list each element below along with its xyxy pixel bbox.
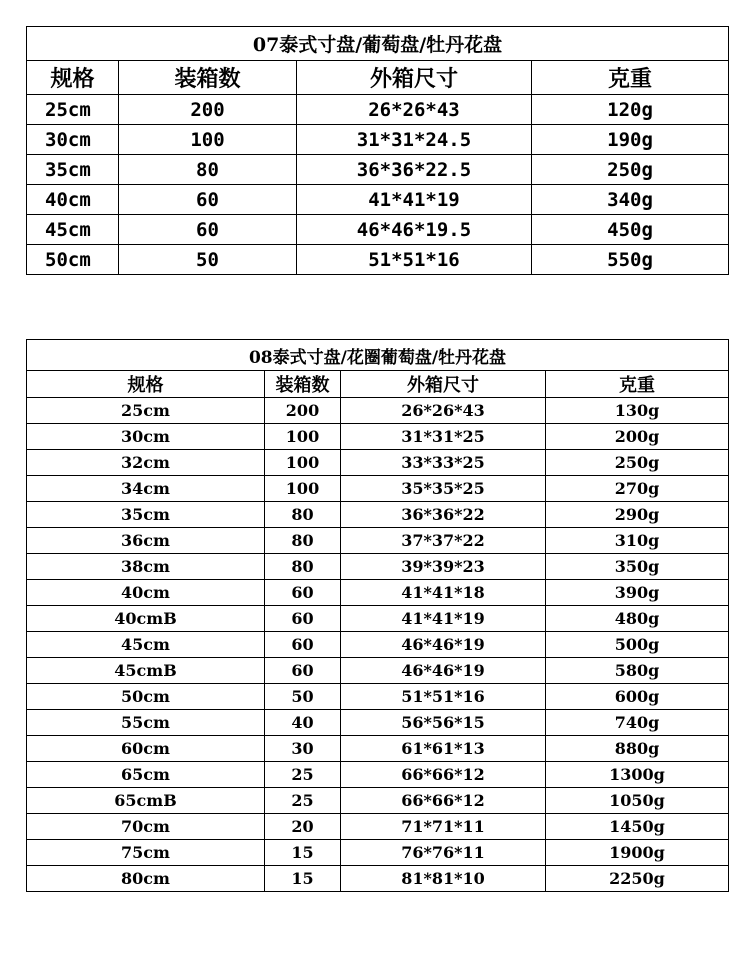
table-row <box>27 125 729 155</box>
cell-box-qty: 100 <box>265 450 341 476</box>
cell-carton-size: 26*26*43 <box>341 398 546 424</box>
cell-spec: 38cm <box>27 554 265 580</box>
header-spec: 规格 <box>27 371 265 398</box>
cell-box-qty: 25 <box>265 788 341 814</box>
cell-weight: 350g <box>546 554 729 580</box>
cell-box-qty: 15 <box>265 866 341 892</box>
cell-spec: 65cmB <box>27 788 265 814</box>
cell-box-qty: 80 <box>265 554 341 580</box>
cell-spec: 35cm <box>27 502 265 528</box>
cell-carton-size: 51*51*16 <box>297 245 532 275</box>
cell-box-qty: 80 <box>119 155 297 185</box>
table-row <box>27 424 729 450</box>
table-row <box>27 814 729 840</box>
cell-weight: 250g <box>532 155 729 185</box>
cell-weight: 500g <box>546 632 729 658</box>
cell-weight: 550g <box>532 245 729 275</box>
cell-spec: 50cm <box>27 245 119 275</box>
cell-spec: 36cm <box>27 528 265 554</box>
table-row <box>27 866 729 892</box>
header-carton-size: 外箱尺寸 <box>297 61 532 95</box>
cell-carton-size: 31*31*25 <box>341 424 546 450</box>
cell-weight: 880g <box>546 736 729 762</box>
cell-spec: 40cm <box>27 580 265 606</box>
table-row <box>27 580 729 606</box>
table-title: 08泰式寸盘/花圈葡萄盘/牡丹花盘 <box>27 340 729 371</box>
cell-box-qty: 60 <box>265 632 341 658</box>
cell-carton-size: 33*33*25 <box>341 450 546 476</box>
cell-spec: 40cm <box>27 185 119 215</box>
table-title: 07泰式寸盘/葡萄盘/牡丹花盘 <box>27 27 729 61</box>
cell-carton-size: 76*76*11 <box>341 840 546 866</box>
cell-weight: 270g <box>546 476 729 502</box>
cell-weight: 740g <box>546 710 729 736</box>
header-carton-size: 外箱尺寸 <box>341 371 546 398</box>
cell-box-qty: 100 <box>265 476 341 502</box>
cell-spec: 55cm <box>27 710 265 736</box>
cell-weight: 2250g <box>546 866 729 892</box>
cell-spec: 45cmB <box>27 658 265 684</box>
cell-box-qty: 60 <box>265 658 341 684</box>
spec-table-07 <box>26 26 729 275</box>
cell-box-qty: 15 <box>265 840 341 866</box>
table-row <box>27 554 729 580</box>
cell-weight: 480g <box>546 606 729 632</box>
cell-spec: 70cm <box>27 814 265 840</box>
cell-box-qty: 60 <box>119 185 297 215</box>
cell-weight: 450g <box>532 215 729 245</box>
header-box-qty: 装箱数 <box>265 371 341 398</box>
cell-spec: 30cm <box>27 424 265 450</box>
header-spec: 规格 <box>27 61 119 95</box>
cell-carton-size: 36*36*22 <box>341 502 546 528</box>
table-row <box>27 528 729 554</box>
cell-box-qty: 60 <box>119 215 297 245</box>
cell-box-qty: 50 <box>119 245 297 275</box>
cell-weight: 310g <box>546 528 729 554</box>
cell-box-qty: 50 <box>265 684 341 710</box>
cell-carton-size: 37*37*22 <box>341 528 546 554</box>
cell-spec: 45cm <box>27 215 119 245</box>
cell-weight: 190g <box>532 125 729 155</box>
cell-weight: 1450g <box>546 814 729 840</box>
cell-weight: 600g <box>546 684 729 710</box>
cell-spec: 40cmB <box>27 606 265 632</box>
cell-carton-size: 61*61*13 <box>341 736 546 762</box>
cell-spec: 80cm <box>27 866 265 892</box>
cell-box-qty: 25 <box>265 762 341 788</box>
cell-box-qty: 100 <box>265 424 341 450</box>
cell-carton-size: 41*41*18 <box>341 580 546 606</box>
cell-weight: 390g <box>546 580 729 606</box>
cell-carton-size: 46*46*19 <box>341 658 546 684</box>
cell-carton-size: 39*39*23 <box>341 554 546 580</box>
cell-box-qty: 30 <box>265 736 341 762</box>
cell-spec: 25cm <box>27 398 265 424</box>
table-row <box>27 502 729 528</box>
cell-carton-size: 81*81*10 <box>341 866 546 892</box>
cell-spec: 35cm <box>27 155 119 185</box>
table-row <box>27 658 729 684</box>
cell-spec: 50cm <box>27 684 265 710</box>
cell-carton-size: 71*71*11 <box>341 814 546 840</box>
cell-spec: 30cm <box>27 125 119 155</box>
cell-spec: 45cm <box>27 632 265 658</box>
cell-spec: 32cm <box>27 450 265 476</box>
table-row <box>27 476 729 502</box>
table-row <box>27 450 729 476</box>
header-row <box>27 371 729 398</box>
cell-spec: 60cm <box>27 736 265 762</box>
table-row <box>27 762 729 788</box>
cell-spec: 25cm <box>27 95 119 125</box>
cell-box-qty: 200 <box>119 95 297 125</box>
cell-carton-size: 46*46*19 <box>341 632 546 658</box>
cell-carton-size: 41*41*19 <box>297 185 532 215</box>
cell-box-qty: 60 <box>265 606 341 632</box>
cell-weight: 120g <box>532 95 729 125</box>
cell-box-qty: 60 <box>265 580 341 606</box>
cell-weight: 1300g <box>546 762 729 788</box>
cell-carton-size: 36*36*22.5 <box>297 155 532 185</box>
header-row <box>27 61 729 95</box>
cell-carton-size: 66*66*12 <box>341 762 546 788</box>
spec-table-08 <box>26 339 729 892</box>
table-row <box>27 684 729 710</box>
cell-spec: 34cm <box>27 476 265 502</box>
cell-carton-size: 26*26*43 <box>297 95 532 125</box>
cell-weight: 200g <box>546 424 729 450</box>
cell-weight: 1050g <box>546 788 729 814</box>
table-row <box>27 606 729 632</box>
table-row <box>27 840 729 866</box>
cell-spec: 65cm <box>27 762 265 788</box>
cell-box-qty: 80 <box>265 502 341 528</box>
table-row <box>27 245 729 275</box>
header-weight: 克重 <box>546 371 729 398</box>
cell-box-qty: 40 <box>265 710 341 736</box>
table-row <box>27 95 729 125</box>
table-row <box>27 788 729 814</box>
cell-weight: 290g <box>546 502 729 528</box>
cell-spec: 75cm <box>27 840 265 866</box>
cell-box-qty: 80 <box>265 528 341 554</box>
table-row <box>27 155 729 185</box>
cell-carton-size: 35*35*25 <box>341 476 546 502</box>
cell-weight: 580g <box>546 658 729 684</box>
cell-carton-size: 51*51*16 <box>341 684 546 710</box>
cell-weight: 1900g <box>546 840 729 866</box>
header-weight: 克重 <box>532 61 729 95</box>
cell-carton-size: 31*31*24.5 <box>297 125 532 155</box>
cell-weight: 340g <box>532 185 729 215</box>
cell-carton-size: 41*41*19 <box>341 606 546 632</box>
cell-weight: 130g <box>546 398 729 424</box>
table-row <box>27 185 729 215</box>
cell-box-qty: 100 <box>119 125 297 155</box>
cell-carton-size: 46*46*19.5 <box>297 215 532 245</box>
table-row <box>27 736 729 762</box>
table-row <box>27 398 729 424</box>
cell-box-qty: 20 <box>265 814 341 840</box>
table-row <box>27 710 729 736</box>
table-row <box>27 215 729 245</box>
cell-carton-size: 66*66*12 <box>341 788 546 814</box>
cell-carton-size: 56*56*15 <box>341 710 546 736</box>
cell-box-qty: 200 <box>265 398 341 424</box>
header-box-qty: 装箱数 <box>119 61 297 95</box>
table-row <box>27 632 729 658</box>
cell-weight: 250g <box>546 450 729 476</box>
